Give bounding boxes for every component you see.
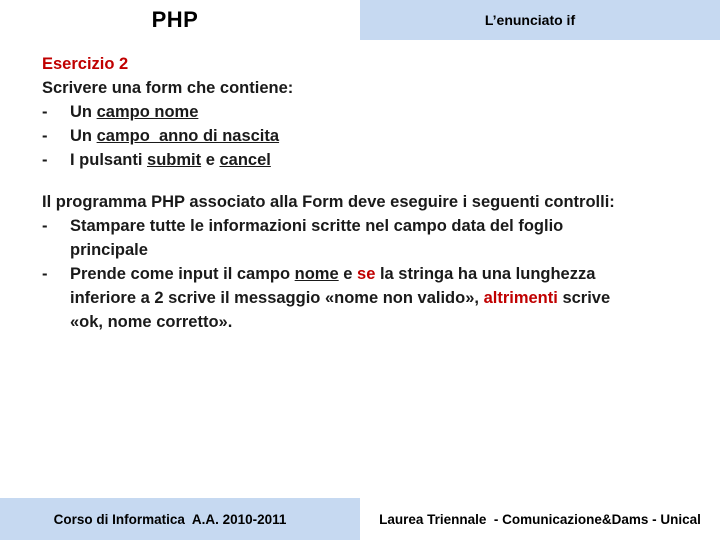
item-prefix: Un [70,103,97,121]
footer-course: Corso di Informatica A.A. 2010-2011 [53,511,287,527]
page-title: PHP [151,7,199,32]
item-text: Prende come input il campo [70,265,295,283]
list-item-continuation: principale [70,241,148,259]
item-mid: e [201,151,220,169]
item-underlined-2: cancel [219,151,271,169]
exercise-intro: Scrivere una form che contiene: [42,79,294,97]
item-prefix: Un [70,127,97,145]
keyword-se: se [357,265,376,283]
program-intro: Il programma PHP associato alla Form deve eseguire i seguenti controlli: [42,193,615,211]
list-item [42,124,682,148]
list-item-continuation: «ok, nome corretto». [70,313,233,331]
item-underlined: campo anno di nascita [96,127,280,145]
slide-body [42,52,682,334]
item-text: inferiore a 2 scrive il messaggio «nome non valido», [70,289,484,307]
list-dash: - [42,217,48,235]
exercise-title: Esercizio 2 [42,55,129,73]
list-item [42,214,682,238]
item-underlined: campo nome [96,103,199,121]
list-item [42,262,682,286]
list-dash: - [42,103,48,121]
footer-course-area [0,498,360,540]
page-subtitle: L’enunciato if [484,12,576,28]
item-underlined: submit [147,151,202,169]
list-dash: - [42,127,48,145]
list-dash: - [42,151,48,169]
list-item-continuation [42,286,682,310]
item-text: la stringa ha una lunghezza [375,265,596,283]
item-text: scrive [557,289,611,307]
spacer [42,172,682,190]
item-text: Stampare tutte le informazioni scritte nel campo data del foglio [70,217,564,235]
list-item [42,100,682,124]
header-subtitle-area [360,0,720,40]
item-prefix: I pulsanti [70,151,148,169]
footer-degree-area [360,498,720,540]
list-dash: - [42,265,48,283]
item-text: e [338,265,358,283]
footer-degree: Laurea Triennale - Comunicazione&Dams - Unical [379,511,701,527]
item-underlined: nome [294,265,339,283]
keyword-altrimenti: altrimenti [483,289,558,307]
header-title-area [0,0,360,40]
list-item [42,148,682,172]
